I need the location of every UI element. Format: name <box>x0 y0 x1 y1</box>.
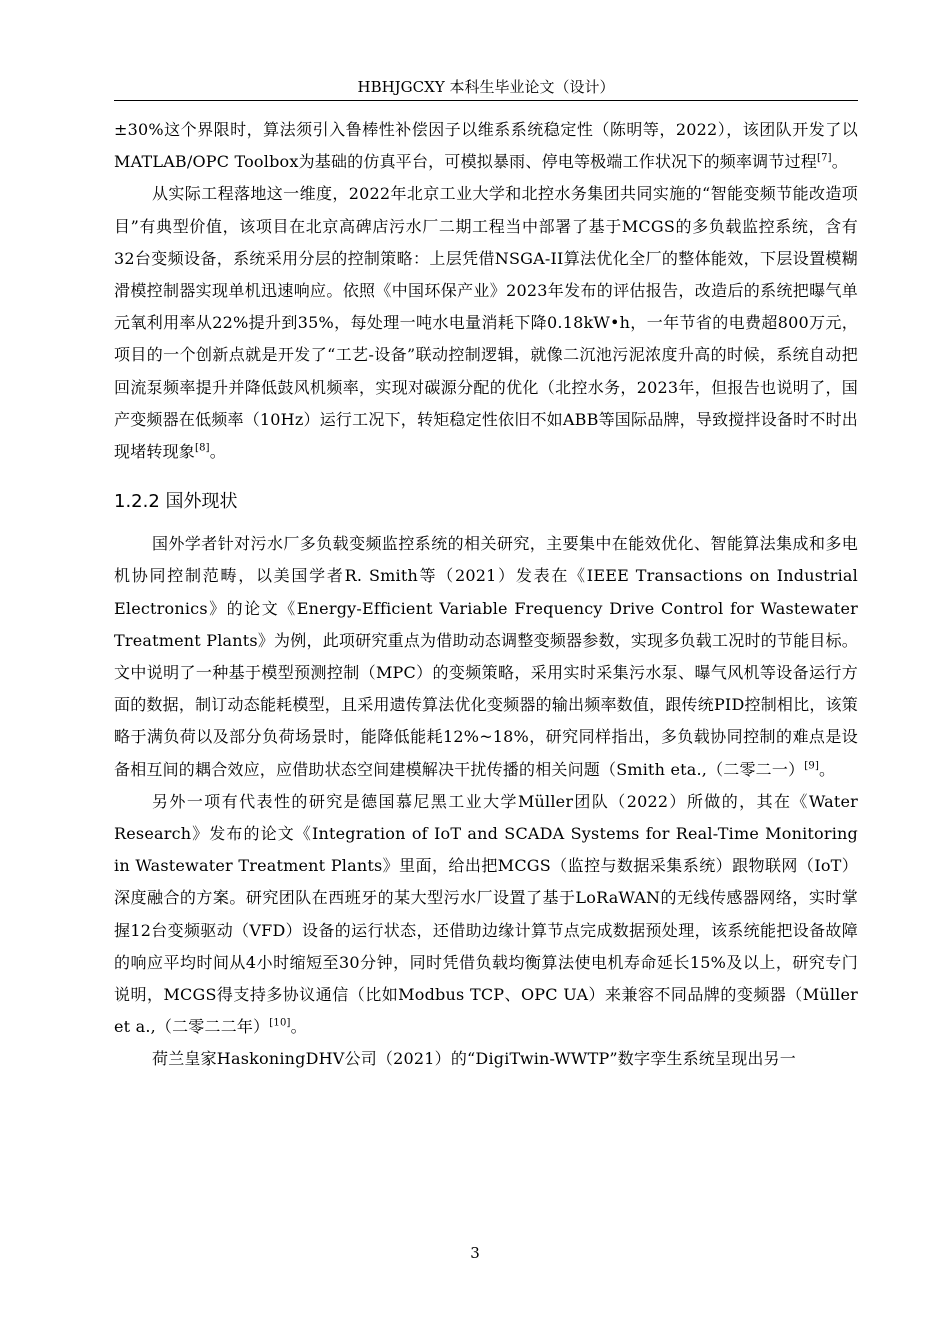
citation-ref: [8] <box>195 442 210 454</box>
paragraph-tail: 。 <box>290 1017 307 1037</box>
section-heading: 1.2.2 国外现状 <box>114 491 238 513</box>
paragraph <box>114 786 858 1044</box>
page-header: HBHJGCXY 本科生毕业论文（设计） <box>357 78 615 96</box>
citation-ref: [7] <box>817 152 832 164</box>
paragraph-text: 荷兰皇家HaskoningDHV公司（2021）的“DigiTwin-WWTP”数字孪生系统呈现出另一 <box>152 1049 796 1069</box>
paragraph-text: ±30%这个界限时，算法须引入鲁棒性补偿因子以维系系统稳定性（陈明等，2022），该团队开发了以MATLAB/OPC Toolbox为基础的仿真平台，可模拟暴雨、停电等极端工作状况下的频率调节过程 <box>114 120 858 172</box>
paragraph <box>114 528 858 786</box>
paragraph-tail: 。 <box>209 442 226 462</box>
paragraph-text: 从实际工程落地这一维度，2022年北京工业大学和北控水务集团共同实施的“智能变频节能改造项目”有典型价值，该项目在北京高碑店污水厂二期工程当中部署了基于MCGS的多负载监控系统，含有32台变频设备，系统采用分层的控制策略：上层凭借NSGA-II算法优化全厂的整体能效，下层设置模糊滑模控制器实现单机迅速响应。依照《中国环保产业》2023年发布的评估报告，改造后的系统把曝气单元氧利用率从22%提升到35%，每处理一吨水电量消耗下降0.18kW•h，一年节省的电费超800万元，项目的一个创新点就是开发了“工艺-设备”联动控制逻辑，就像二沉池污泥浓度升高的时候，系统自动把回流泵频率提升并降低鼓风机频率，实现对碳源分配的优化（北控水务，2023年，但报告也说明了，国产变频器在低频率（10Hz）运行工况下，转矩稳定性依旧不如ABB等国际品牌，导致搅拌设备时不时出现堵转现象 <box>114 184 858 462</box>
paragraph <box>114 1043 858 1075</box>
page-number: 3 <box>470 1244 480 1262</box>
header-rule <box>114 100 858 101</box>
citation-ref: [9] <box>804 760 820 772</box>
paragraph-text: 另外一项有代表性的研究是德国慕尼黑工业大学Müller团队（2022）所做的，其在《Water Research》发布的论文《Integration of IoT and SCADA Systems for Real-Time Monitoring in Wastewater Treatment Plants》里面，给出把MCGS（监控与数据采集系统）跟物联网（IoT）深度融合的方案。研究团队在西班牙的某大型污水厂设置了基于LoRaWAN的无线传感器网络，实时掌握12台变频驱动（VFD）设备的运行状态，还借助边缘计算节点完成数据预处理，该系统能把设备故障的响应平均时间从4小时缩短至30分钟，同时凭借负载均衡算法使电机寿命延长15%及以上，研究专门说明，MCGS得支持多协议通信（比如Modbus TCP、OPC UA）来兼容不同品牌的变频器（Müller et a.,（二零二二年） <box>114 791 858 1037</box>
paragraph-tail: 。 <box>819 759 836 779</box>
paragraph <box>114 114 858 178</box>
citation-ref: [10] <box>269 1017 291 1029</box>
paragraph <box>114 178 858 468</box>
document-body <box>114 114 858 1076</box>
paragraph-tail: 。 <box>831 152 848 172</box>
paragraph-text: 国外学者针对污水厂多负载变频监控系统的相关研究，主要集中在能效优化、智能算法集成和多电机协同控制范畴，以美国学者R. Smith等（2021）发表在《IEEE Transactions on Industrial Electronics》的论文《Energy-Efficient Variable Frequency Drive Control for Wastewater Treatment Plants》为例，此项研究重点为借助动态调整变频器参数，实现多负载工况时的节能目标。文中说明了一种基于模型预测控制（MPC）的变频策略，采用实时采集污水泵、曝气风机等设备运行方面的数据，制订动态能耗模型，且采用遗传算法优化变频器的输出频率数值，跟传统PID控制相比，该策略于满负荷以及部分负荷场景时，能降低能耗12%~18%，研究同样指出，多负载协同控制的难点是设备相互间的耦合效应，应借助状态空间建模解决干扰传播的相关问题（Smith eta.,（二零二一） <box>114 534 858 779</box>
